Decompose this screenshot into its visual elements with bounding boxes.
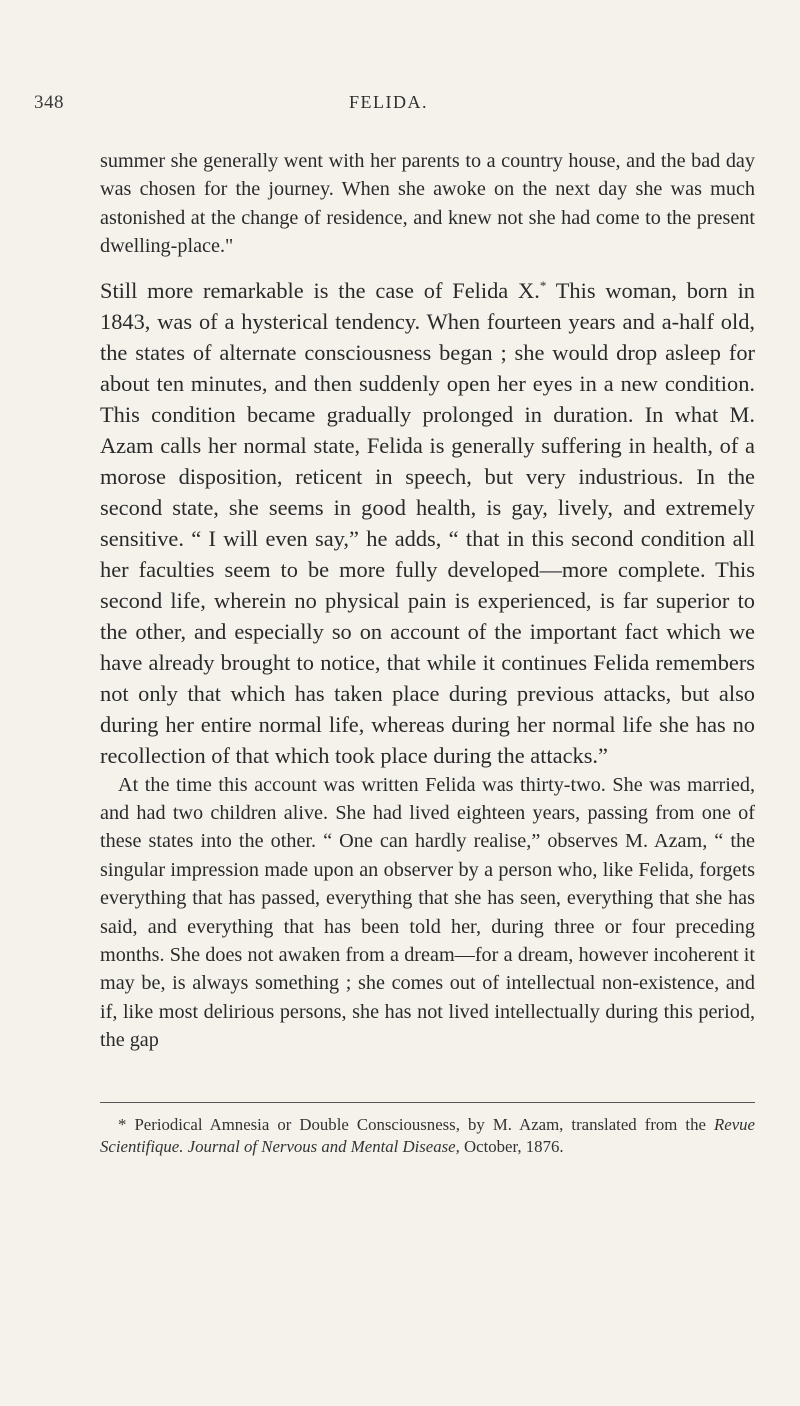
body-text bbox=[100, 147, 755, 1055]
footnote bbox=[100, 1114, 755, 1158]
paragraph-at-the-time: At the time this account was written Felida was thirty-two. She was married, and had two children alive. She had lived eighteen years, passing from one of these states into the other. “ One can hardly realise,” observes M. Azam, “ the singular impression made upon an observer by a person who, like Felida, forgets everything that has passed, everything that she has seen, everything that she has said, and everything that has been told her, during three or four preceding months. She does not awaken from a dream—for a dream, however incoherent it may be, is always something ; she comes out of intellectual non-existence, and if, like most delirious persons, she has not lived intellectually during this period, the gap bbox=[100, 773, 755, 1052]
paragraph-felida-case bbox=[100, 275, 755, 771]
paragraph-continued: summer she generally went with her parents to a country house, and the bad day was chosen for the journey. When she awoke on the next day she was much astonished at the change of residence, and knew not she had come to the present dwelling-place." bbox=[100, 150, 755, 258]
running-head bbox=[0, 92, 800, 122]
running-title: FELIDA. bbox=[349, 92, 428, 112]
footnote-reference: * bbox=[539, 277, 547, 293]
footnote-journal-title: Journal of Nervous and Mental Disease, bbox=[187, 1137, 460, 1156]
footnote-journal-title: Revue Scientifique. bbox=[100, 1115, 755, 1156]
footnote-divider bbox=[100, 1102, 755, 1103]
footnote-text: Periodical Amnesia or Double Consciousness, by M. Azam, translated from the bbox=[126, 1115, 714, 1134]
paragraph-text: This woman, born in 1843, was of a hysterical tendency. When fourteen years and a-half old, the states of alternate consciousness began ; she would drop asleep for about ten minutes, and then suddenly open her eyes in a new condition. This condition became gradually prolonged in duration. In what M. Azam calls her normal state, Felida is generally suffering in health, of a morose disposition, reticent in speech, but very industrious. In the second state, she seems in good health, is gay, lively, and extremely sensitive. “ I will even say,” he adds, “ that in this second condition all her faculties seem to be more fully developed—more complete. This second life, wherein no physical pain is experienced, is far superior to the other, and especially so on account of the important fact which we have already brought to notice, that while it continues Felida remembers not only that which has taken place during previous attacks, but also during her entire normal life, whereas during her normal life she has no recollection of that which took place during the attacks.” bbox=[100, 277, 755, 768]
footnote-text: October, 1876. bbox=[459, 1137, 564, 1156]
paragraph-text: Still more remarkable is the case of Felida X. bbox=[100, 277, 540, 303]
page-number: 348 bbox=[34, 92, 64, 113]
footnote-marker: * bbox=[118, 1115, 127, 1134]
